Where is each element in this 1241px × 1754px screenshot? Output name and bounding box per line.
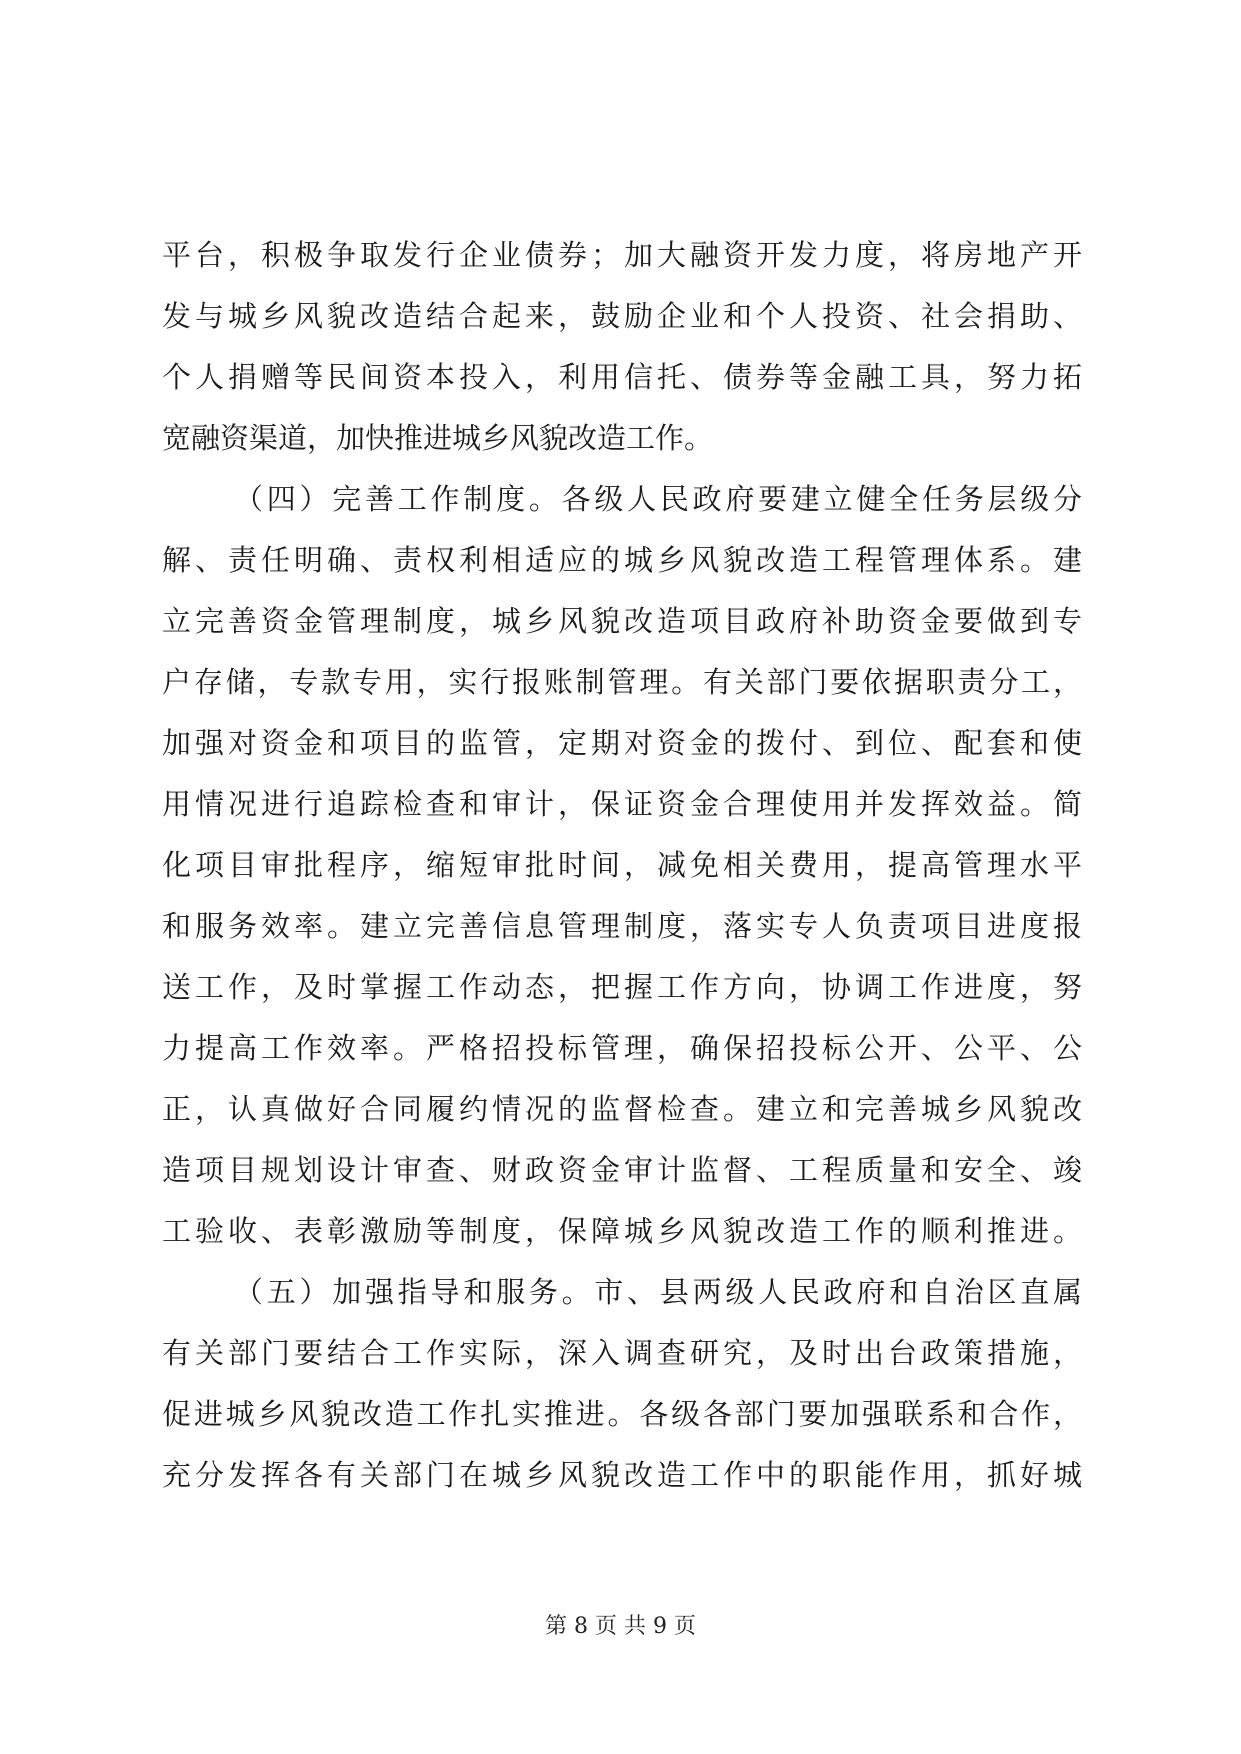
text-line: 宽融资渠道，加快推进城乡风貌改造工作。	[162, 421, 714, 455]
text-line: 造项目规划设计审查、财政资金审计监督、工程质量和安全、竣	[162, 1153, 1082, 1187]
text-line: 发与城乡风貌改造结合起来，鼓励企业和个人投资、社会捐助、	[162, 299, 1082, 333]
text-line: 解、责任明确、责权利相适应的城乡风貌改造工程管理体系。建	[162, 543, 1082, 577]
page-footer	[0, 1612, 1241, 1642]
text-line: 平台，积极争取发行企业债券；加大融资开发力度，将房地产开	[162, 238, 1082, 272]
text-line: 化项目审批程序，缩短审批时间，减免相关费用，提高管理水平	[162, 848, 1082, 882]
text-line: 力提高工作效率。严格招投标管理，确保招投标公开、公平、公	[162, 1031, 1082, 1065]
text-line: 正，认真做好合同履约情况的监督检查。建立和完善城乡风貌改	[162, 1092, 1082, 1126]
text-line: 促进城乡风貌改造工作扎实推进。各级各部门要加强联系和合作，	[162, 1397, 1082, 1431]
text-line: 有关部门要结合工作实际，深入调查研究，及时出台政策措施，	[162, 1336, 1082, 1370]
text-line: 加强对资金和项目的监管，定期对资金的拨付、到位、配套和使	[162, 726, 1082, 760]
text-line: 送工作，及时掌握工作动态，把握工作方向，协调工作进度，努	[162, 970, 1082, 1004]
page-number: 第 8 页 共 9 页	[545, 1614, 696, 1639]
text-line: 立完善资金管理制度，城乡风貌改造项目政府补助资金要做到专	[162, 604, 1082, 638]
section-heading-line: （四）完善工作制度。各级人民政府要建立健全任务层级分	[234, 482, 1082, 516]
text-line: 户存储，专款专用，实行报账制管理。有关部门要依据职责分工，	[162, 665, 1082, 699]
text-line: 个人捐赠等民间资本投入，利用信托、债券等金融工具，努力拓	[162, 360, 1082, 394]
text-line: 充分发挥各有关部门在城乡风貌改造工作中的职能作用，抓好城	[162, 1458, 1082, 1492]
section-heading-line: （五）加强指导和服务。市、县两级人民政府和自治区直属	[234, 1275, 1082, 1309]
text-line: 和服务效率。建立完善信息管理制度，落实专人负责项目进度报	[162, 909, 1082, 943]
text-line: 工验收、表彰激励等制度，保障城乡风貌改造工作的顺利推进。	[162, 1214, 1082, 1248]
body-text	[162, 225, 1082, 1506]
text-line: 用情况进行追踪检查和审计，保证资金合理使用并发挥效益。简	[162, 787, 1082, 821]
